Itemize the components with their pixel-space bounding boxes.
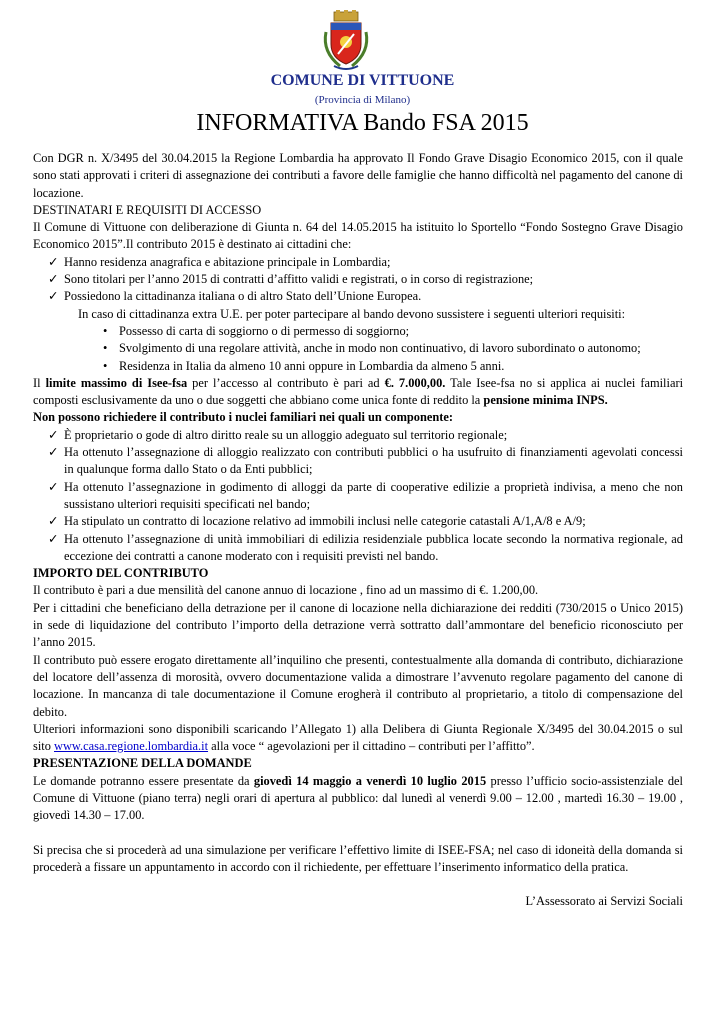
- importo-p2: Per i cittadini che beneficiano della detrazione per il canone di locazione nella dichiarazione dei redditi (730/2015 o Unico 2015) in sede di liquidazione del contributo l’importo della detrazione verrà sottratto dall’ammontare del beneficio riconosciuto per l’anno 2015.: [33, 600, 683, 650]
- provincia-name: (Provincia di Milano): [314, 94, 411, 106]
- list-item: ✓ Ha ottenuto l’assegnazione di unità immobiliari di edilizia residenziale pubblica locate secondo la normativa regionale, ad eccezione dei contratti a canone moderato con i requisiti previsti nel bando.: [48, 531, 683, 563]
- check-icon: ✓: [48, 514, 59, 529]
- check-icon: ✓: [48, 531, 59, 546]
- esclusi-list: [33, 427, 683, 565]
- page-title: INFORMATIVA Bando FSA 2015: [196, 110, 529, 136]
- presentazione-p1: Le domande potranno essere presentate da giovedì 14 maggio a venerdì 10 luglio 2015 presso l’ufficio socio-assistenziale del Comune di Vittuone (piano terra) negli orari di apertura al pubblico: dal lunedì al venerdì 9.00 – 12.00 , martedì 16.30 – 19.00 , giovedì 14.30 – 17.00.: [33, 773, 683, 823]
- list-item: • Svolgimento di una regolare attività, anche in modo non continuativo, di lavoro subordinato o autonomo;: [33, 340, 683, 357]
- document-body: [33, 150, 683, 910]
- presentazione-p2: Si precisa che si procederà ad una simulazione per verificare l’effettivo limite di ISEE-FSA; nel caso di idoneità della domanda si procederà a fissare un appuntamento in accordo con il richiedente, per effettuare l’inserimento informatico della pratica.: [33, 842, 683, 874]
- check-icon: ✓: [48, 272, 59, 287]
- importo-p3: Il contributo può essere erogato direttamente all’inquilino che presenti, contestualmente alla domanda di contributo, dichiarazione del locatore dell’assenza di morosità, ovvero documentazione valida a dimostrare l’avvenuto regolare pagamento del canone di locazione. In mancanza di tale documentazione il Comune erogherà il contributo al proprietario, a titolo di compensazione del debito.: [33, 652, 683, 719]
- check-icon: ✓: [48, 289, 59, 304]
- list-item: ✓ Hanno residenza anagrafica e abitazione principale in Lombardia;: [33, 254, 683, 271]
- check-icon: ✓: [48, 445, 59, 460]
- intro-paragraph: Con DGR n. X/3495 del 30.04.2015 la Regione Lombardia ha approvato Il Fondo Grave Disagio Economico 2015, con il quale sono stati approvati i criteri di assegnazione dei contributi a favore delle famiglie che hanno difficoltà nel pagamento del canone di locazione.: [33, 151, 683, 200]
- list-item: ✓ Ha stipulato un contratto di locazione relativo ad immobili inclusi nelle categorie catastali A/1,A/8 e A/9;: [33, 513, 683, 530]
- bullet-icon: •: [103, 341, 108, 356]
- comune-crest-icon: [320, 10, 372, 72]
- destinatari-heading: DESTINATARI E REQUISITI DI ACCESSO: [33, 202, 262, 217]
- list-item: • Residenza in Italia da almeno 10 anni oppure in Lombardia da almeno 5 anni.: [33, 358, 683, 375]
- check-icon: ✓: [48, 479, 59, 494]
- regione-link[interactable]: www.casa.regione.lombardia.it: [54, 739, 209, 754]
- importo-p1: Il contributo è pari a due mensilità del canone annuo di locazione , fino ad un massimo di €. 1.200,00.: [33, 583, 539, 598]
- list-item: ✓ Ha ottenuto l’assegnazione di alloggio realizzato con contributi pubblici o ha usufruito di finanziamenti agevolati concessi in qualunque forma dallo Stato o da Enti pubblici;: [48, 445, 683, 477]
- check-icon: ✓: [48, 254, 59, 269]
- extra-ue-list: [33, 323, 683, 375]
- list-item: ✓ Ha ottenuto l’assegnazione in godimento di alloggi da parte di cooperative edilizie a proprietà indivisa, a meno che non sussistano ulteriori requisiti specificati nel bando;: [48, 479, 683, 511]
- comune-name: COMUNE DI VITTUONE: [270, 72, 455, 89]
- limite-paragraph: Il limite massimo di Isee-fsa per l’accesso al contributo è pari ad €. 7.000,00. Tale Isee-fsa no si applica ai nuclei familiari composti esclusivamente da uno o due soggetti che abbiano come unica fonte di reddito la pensione minima INPS.: [33, 375, 684, 408]
- list-item: ✓ È proprietario o gode di altro diritto reale su un alloggio adeguato sul territorio regionale;: [33, 427, 683, 444]
- destinatari-text: Il Comune di Vittuone con deliberazione di Giunta n. 64 del 14.05.2015 ha istituito lo Sportello “Fondo Sostegno Grave Disagio Economico 2015”.Il contributo 2015 è destinato ai cittadini che:: [33, 220, 683, 252]
- requisiti-list: [33, 254, 683, 306]
- signature: L’Assessorato ai Servizi Sociali: [525, 894, 683, 909]
- importo-heading: IMPORTO DEL CONTRIBUTO: [33, 566, 209, 581]
- importo-p4: Ulteriori informazioni sono disponibili scaricando l’Allegato 1) alla Delibera di Giunta Regionale X/3495 del 30.04.2015 o sul sito www.casa.regione.lombardia.it alla voce “ agevolazioni per il cittadino – contributi per l’affitto”.: [33, 721, 683, 754]
- bullet-icon: •: [103, 358, 108, 373]
- bullet-icon: •: [103, 323, 108, 338]
- presentazione-heading: PRESENTAZIONE DELLA DOMANDE: [33, 756, 252, 771]
- esclusi-heading: Non possono richiedere il contributo i nuclei familiari nei quali un componente:: [33, 410, 454, 425]
- list-item: ✓ Sono titolari per l’anno 2015 di contratti d’affitto validi e registrati, o in corso di registrazione;: [33, 271, 683, 288]
- check-icon: ✓: [48, 427, 59, 442]
- list-item: ✓ Possiedono la cittadinanza italiana o di altro Stato dell’Unione Europea.: [33, 288, 683, 305]
- list-item: • Possesso di carta di soggiorno o di permesso di soggiorno;: [33, 323, 683, 340]
- extra-ue-intro: In caso di cittadinanza extra U.E. per poter partecipare al bando devono sussistere i seguenti ulteriori requisiti:: [78, 306, 626, 321]
